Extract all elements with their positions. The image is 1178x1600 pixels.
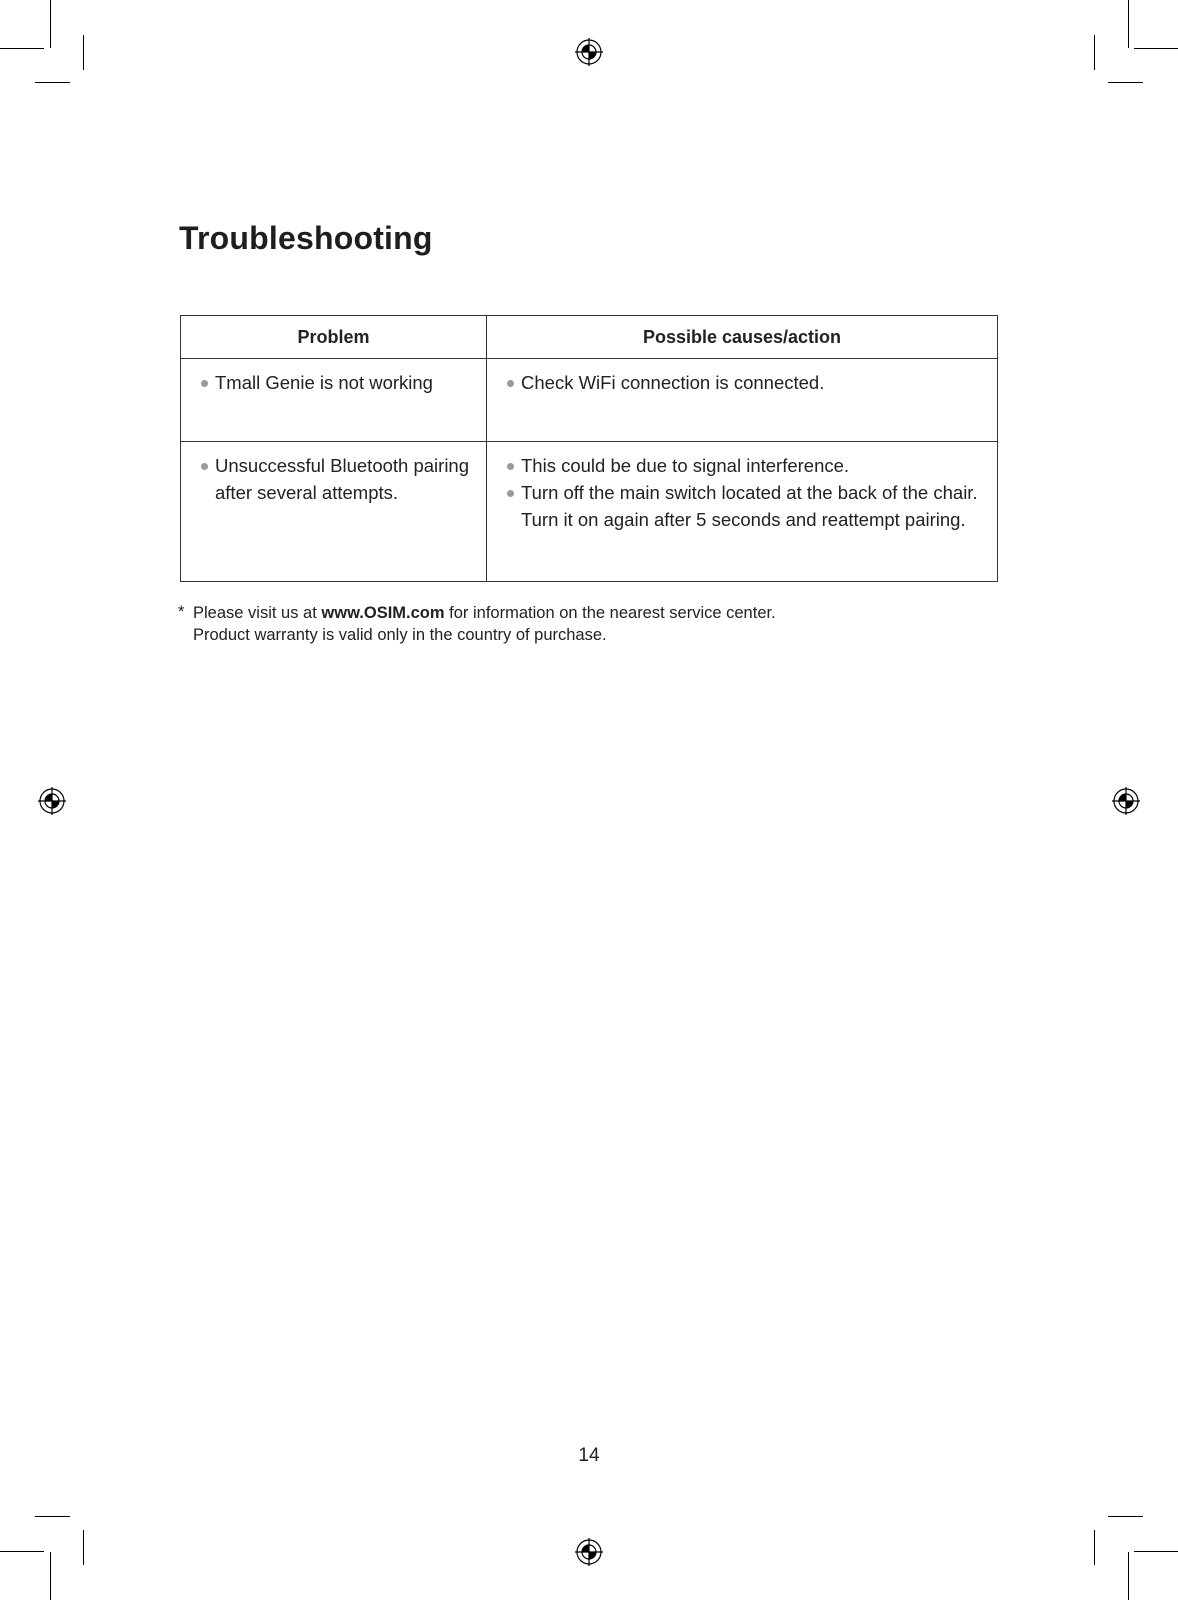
crop-mark-icon (83, 35, 84, 70)
crop-mark-icon (1108, 82, 1143, 83)
crop-mark-icon (83, 1530, 84, 1565)
footnote-marker: * (178, 603, 185, 621)
bullet-dot-icon (507, 490, 514, 497)
registration-mark-icon (1112, 787, 1140, 815)
bullet-dot-icon (201, 380, 208, 387)
column-header-problem: Problem (181, 316, 487, 359)
crop-mark-icon (1134, 1551, 1178, 1552)
registration-mark-icon (575, 38, 603, 66)
bullet-dot-icon (201, 463, 208, 470)
crop-mark-icon (50, 0, 51, 48)
crop-mark-icon (1094, 1530, 1095, 1565)
table-header-row (181, 316, 998, 359)
crop-mark-icon (0, 48, 44, 49)
problem-cell (181, 359, 487, 442)
table-row (181, 359, 998, 442)
list-item: Check WiFi connection is connected. (505, 369, 983, 396)
registration-mark-icon (38, 787, 66, 815)
list-item: This could be due to signal interference. (505, 452, 983, 479)
crop-mark-icon (1128, 1552, 1129, 1600)
crop-mark-icon (1128, 0, 1129, 48)
note-line-1: Please visit us at www.OSIM.com for information on the nearest service center. (193, 604, 776, 622)
table-row (181, 442, 998, 582)
bullet-dot-icon (507, 380, 514, 387)
crop-mark-icon (1094, 35, 1095, 70)
crop-mark-icon (35, 82, 70, 83)
problem-cell (181, 442, 487, 582)
crop-mark-icon (50, 1552, 51, 1600)
action-cell (487, 442, 998, 582)
website-link[interactable]: www.OSIM.com (321, 604, 445, 622)
crop-mark-icon (0, 1551, 44, 1552)
crop-mark-icon (1108, 1516, 1143, 1517)
column-header-causes: Possible causes/action (487, 316, 998, 359)
note-line-2: Product warranty is valid only in the country of purchase. (193, 626, 607, 644)
crop-mark-icon (35, 1516, 70, 1517)
service-note (178, 602, 776, 646)
action-cell (487, 359, 998, 442)
troubleshooting-table (180, 315, 998, 582)
list-item: Tmall Genie is not working (199, 369, 472, 396)
registration-mark-icon (575, 1538, 603, 1566)
bullet-dot-icon (507, 463, 514, 470)
list-item: Turn off the main switch located at the back of the chair. Turn it on again after 5 seconds and reattempt pairing. (505, 479, 983, 533)
crop-mark-icon (1134, 48, 1178, 49)
list-item: Unsuccessful Bluetooth pairing after several attempts. (199, 452, 472, 506)
page-title: Troubleshooting (179, 220, 433, 256)
page-number: 14 (578, 1445, 600, 1466)
